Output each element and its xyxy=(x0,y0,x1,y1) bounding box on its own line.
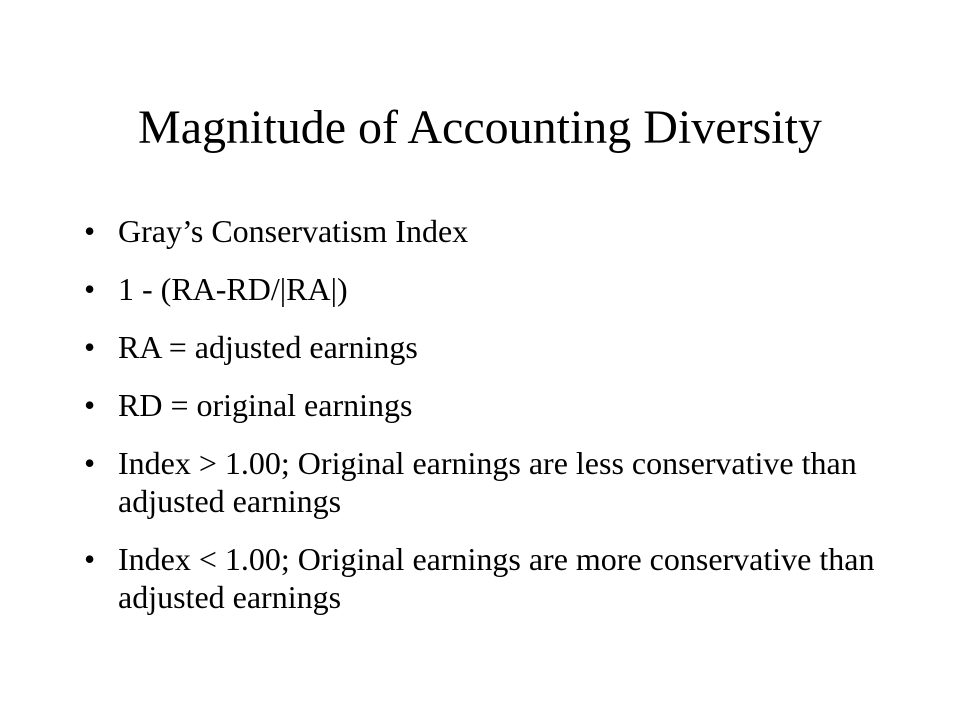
bullet-item-formula xyxy=(84,270,914,308)
bullet-icon: • xyxy=(84,271,96,307)
bullet-icon: • xyxy=(84,213,96,249)
bullet-list xyxy=(84,212,914,636)
bullet-icon: • xyxy=(84,387,96,423)
bullet-item-index-greater xyxy=(84,444,914,520)
bullet-text: Index > 1.00; Original earnings are less conservative than adjusted earnings xyxy=(118,445,857,519)
bullet-item-conservatism-index xyxy=(84,212,914,250)
bullet-item-ra-definition xyxy=(84,328,914,366)
bullet-text: Index < 1.00; Original earnings are more conservative than adjusted earnings xyxy=(118,541,875,615)
bullet-text: 1 - (RA-RD/|RA|) xyxy=(118,271,348,307)
bullet-item-rd-definition xyxy=(84,386,914,424)
slide-title: Magnitude of Accounting Diversity xyxy=(138,101,822,154)
bullet-text: RA = adjusted earnings xyxy=(118,329,418,365)
bullet-icon: • xyxy=(84,445,96,481)
bullet-icon: • xyxy=(84,329,96,365)
bullet-text: RD = original earnings xyxy=(118,387,413,423)
bullet-text: Gray’s Conservatism Index xyxy=(118,213,469,249)
bullet-item-index-less xyxy=(84,540,914,616)
bullet-icon: • xyxy=(84,541,96,577)
